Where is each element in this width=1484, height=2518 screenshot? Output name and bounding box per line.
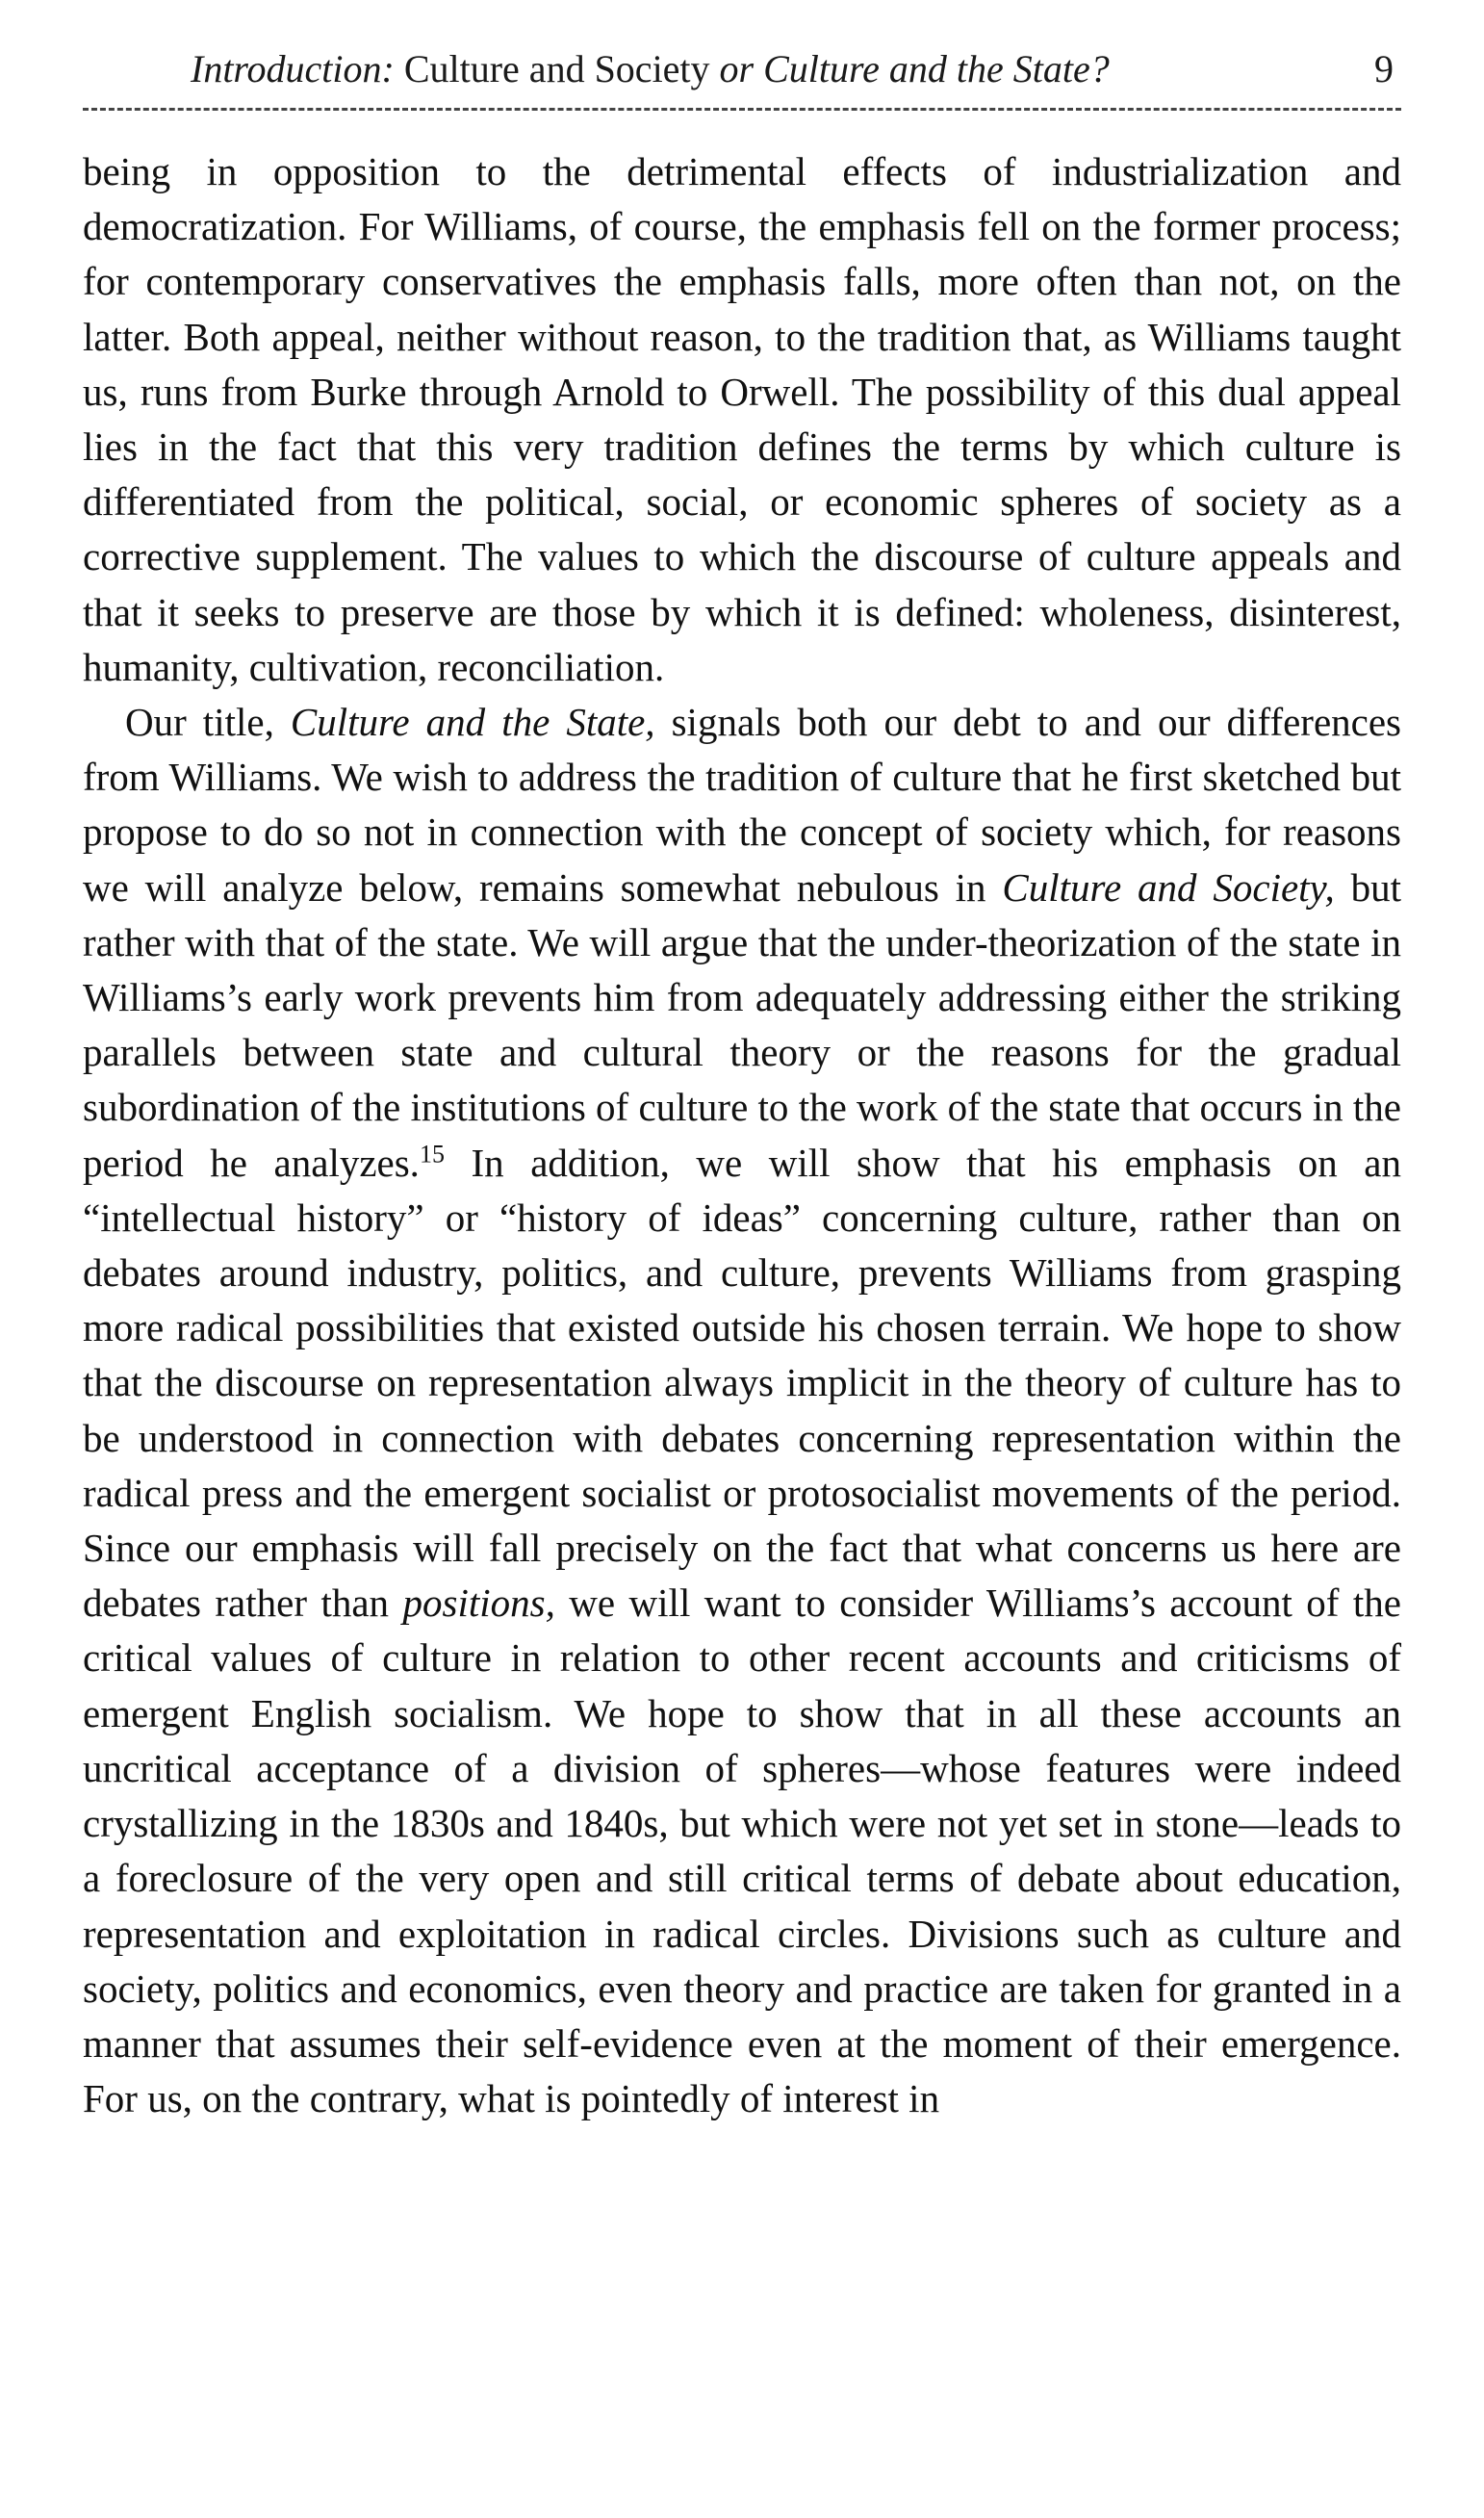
header-rule [83,108,1401,111]
p2-text-4: In addition, we will show that his emphasis on an “intellectual history” or “history of ideas” concerning culture, rather than on debates around industry, politics, and culture, prevents Williams from grasping more radical possibilities that existed outside his chosen terrain. We hope to show that the discourse on representation always implicit in the theory of culture has to be understood in connection with debates concerning representation within the radical press and the emergent socialist or protosocialist movements of the period. Since our emphasis will fall precisely on the fact that what concerns us here are debates rather than [83,1140,1401,1626]
p2-text-1: Our title, [125,700,291,745]
page-number: 9 [1374,47,1394,90]
p2-text-5: we will want to consider Williams’s account of the critical values of culture in relation to other recent accounts and criticisms of emergent English socialism. We hope to show that in all these accounts an uncritical acceptance of a division of spheres—whose features were indeed crystallizing in the 1830s and 1840s, but which were not yet set in stone—leads to a foreclosure of the very open and still critical terms of debate about education, representation and exploitation in radical circles. Divisions such as culture and society, politics and economics, even theory and practice are taken for granted in a manner that assumes their self-evidence even at the moment of their emergence. For us, on the contrary, what is pointedly of interest in [83,1580,1402,2121]
footnote-ref-15: 15 [419,1140,445,1168]
p2-title-culture-and-society: Culture and Society, [1002,864,1335,910]
head-title-part3: or [719,47,755,90]
p2-text-3: but rather with that of the state. We will argue that the under-theorization of the state in Williams’s early work prevents him from adequately addressing either the striking parallels between state and cultural theory or the reasons for the gradual subordination of the institutions of culture to the work of the state that occurs in the period he analyzes. [83,864,1401,1185]
p2-positions: positions, [402,1580,555,1626]
head-title-part4: Culture and the State? [754,47,1110,90]
p2-text-2: signals both our debt to and our differences from Williams. We wish to address the tradition of culture that he first sketched but propose to do so not in connection with the concept of society which, for reasons we will analyze below, remains somewhat nebulous in [83,700,1401,910]
paragraph-2 [83,695,1401,2126]
p2-title-culture-and-the-state: Culture and the State, [290,700,655,745]
running-head-title [191,46,1110,92]
book-page [83,39,1401,2126]
paragraph-1: being in opposition to the detrimental effects of industrialization and democratization. For Williams, of course, the emphasis fell on the former process; for contemporary conservatives the emphasis falls, more often than not, on the latter. Both appeal, neither without reason, to the tradition that, as Williams taught us, runs from Burke through Arnold to Orwell. The possibility of this dual appeal lies in the fact that this very tradition defines the terms by which culture is differentiated from the political, social, or economic spheres of society as a corrective supplement. The values to which the discourse of culture appeals and that it seeks to preserve are those by which it is defined: wholeness, disinterest, humanity, cultivation, reconciliation. [83,149,1401,689]
head-title-part1: Introduction: [191,47,395,90]
body-text [83,144,1401,2126]
running-head [83,39,1401,106]
head-title-part2: Culture and Society [394,47,720,90]
